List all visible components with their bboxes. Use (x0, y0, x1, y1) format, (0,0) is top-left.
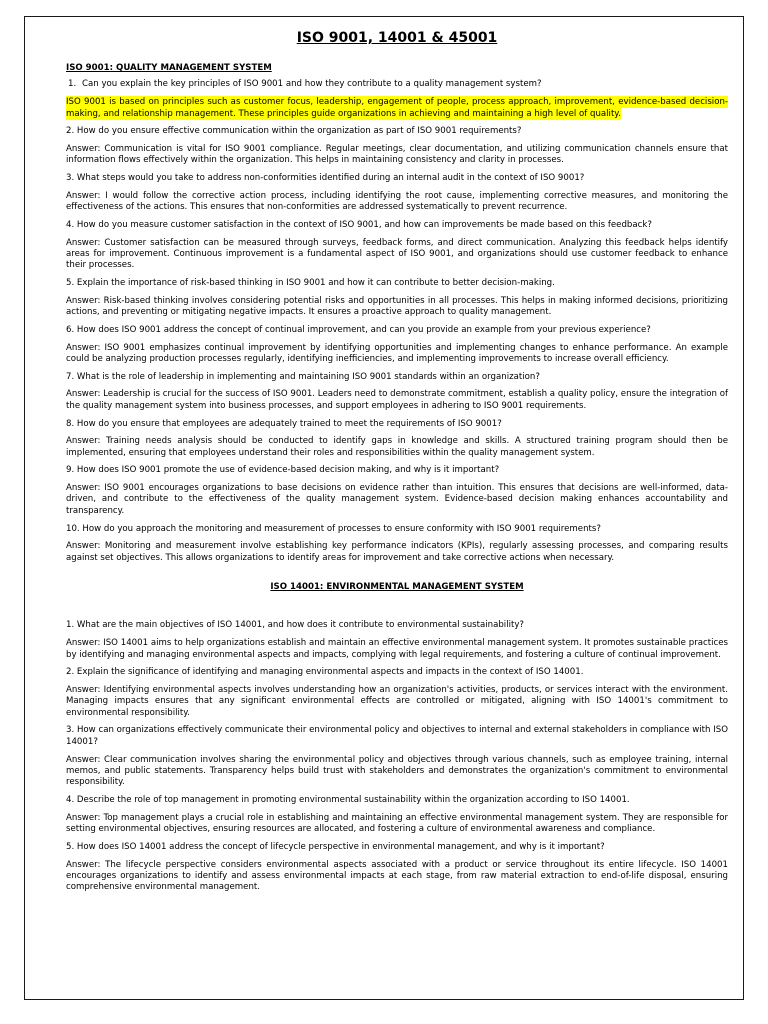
question: 1. What are the main objectives of ISO 14001, and how does it contribute to environmental sustainability? (66, 620, 524, 631)
answer: Answer: ISO 9001 emphasizes continual improvement by identifying opportunities and implementing changes to enhance performance. An example could be analyzing production processes regularly, identifying inefficiencies, and implementing improvements to increase overall efficiency. (66, 342, 728, 364)
document-title: ISO 9001, 14001 & 45001 (296, 30, 498, 46)
question-text: Can you explain the key principles of ISO 9001 and how they contribute to a quality management system? (82, 79, 542, 90)
highlighted-answer (66, 97, 728, 120)
question: 8. How do you ensure that employees are adequately trained to meet the requirements of ISO 9001? (66, 418, 502, 429)
highlighted-text: ISO 9001 is based on principles such as customer focus, leadership, engagement of people, process approach, improvement, evidence-based decision-making, and relationship management. These principles guide organizations in achieving and maintaining a high level of quality. (66, 97, 728, 119)
question: 3. What steps would you take to address non-conformities identified during an internal audit in the context of ISO 9001? (66, 173, 585, 184)
question: 7. What is the role of leadership in implementing and maintaining ISO 9001 standards within an organization? (66, 371, 540, 382)
answer: Answer: ISO 14001 aims to help organizations establish and maintain an effective environmental management system. It promotes sustainable practices by identifying and managing environmental aspects and impacts, complying with legal requirements, and fostering a culture of continual improvement. (66, 638, 728, 660)
answer: Answer: Identifying environmental aspects involves understanding how an organization's activities, products, or services interact with the environment. Managing impacts ensures that any significant environmental effects are controlled or mitigated, aligning with ISO 14001's commitment to environmental responsibility. (66, 684, 728, 718)
answer: Answer: Risk-based thinking involves considering potential risks and opportunities in all processes. This helps in making informed decisions, prioritizing actions, and preventing or mitigating negative impacts. It ensures a proactive approach to quality management. (66, 295, 728, 318)
question: 2. How do you ensure effective communication within the organization as part of ISO 9001 requirements? (66, 126, 522, 137)
question: 5. Explain the importance of risk-based thinking in ISO 9001 and how it can contribute to better decision-making. (66, 278, 555, 289)
question: 3. How can organizations effectively communicate their environmental policy and objectives to internal and external stakeholders in compliance with ISO 14001? (66, 725, 728, 747)
question: 4. How do you measure customer satisfaction in the context of ISO 9001, and how can improvements be made based on this feedback? (66, 219, 652, 230)
section-heading-iso-14001: ISO 14001: ENVIRONMENTAL MANAGEMENT SYSTEM (270, 582, 524, 593)
document-body (66, 29, 728, 900)
document-page (24, 16, 744, 1000)
question: 6. How does ISO 9001 address the concept of continual improvement, and can you provide an example from your previous experience? (66, 324, 651, 335)
question: 10. How do you approach the monitoring and measurement of processes to ensure conformity with ISO 9001 requirements? (66, 523, 601, 534)
answer: Answer: Clear communication involves sharing the environmental policy and objectives through various channels, such as employee training, internal memos, and public statements. Transparency helps build trust with stakeholders and demonstrates the organization's commitment to environmental responsibility. (66, 754, 728, 788)
answer: Answer: Training needs analysis should be conducted to identify gaps in knowledge and skills. A structured training program should then be implemented, ensuring that employees understand their roles and responsibilities within the quality management system. (66, 436, 728, 458)
answer: Answer: Leadership is crucial for the success of ISO 9001. Leaders need to demonstrate commitment, establish a quality policy, ensure the integration of the quality management system into business processes, and support employees in adhering to ISO 9001 requirements. (66, 389, 728, 411)
question: 5. How does ISO 14001 address the concept of lifecycle perspective in environmental management, and why is it important? (66, 841, 605, 852)
answer: Answer: Monitoring and measurement involve establishing key performance indicators (KPIs), regularly assessing processes, and comparing results against set objectives. This allows organizations to identify areas for improvement and take corrective actions when necessary. (66, 541, 728, 563)
answer: Answer: I would follow the corrective action process, including identifying the root cause, implementing corrective measures, and monitoring the effectiveness of the actions. This ensures that non-conformities are addressed systematically to prevent recurrence. (66, 190, 728, 213)
list-number: 1. (68, 79, 77, 90)
answer: Answer: ISO 9001 encourages organizations to base decisions on evidence rather than intuition. This ensures that decisions are well-informed, data-driven, and contribute to the effectiveness of the quality management system. Evidence-based decision making enhances accountability and transparency. (66, 483, 728, 516)
answer: Answer: The lifecycle perspective considers environmental aspects associated with a product or service throughout its entire lifecycle. ISO 14001 encourages organizations to identify and assess environmental impacts at each stage, from raw material extraction to end-of-life disposal, ensuring comprehensive environmental management. (66, 859, 728, 893)
question: 4. Describe the role of top management in promoting environmental sustainability within the organization according to ISO 14001. (66, 795, 630, 806)
question (66, 79, 728, 90)
answer: Answer: Communication is vital for ISO 9001 compliance. Regular meetings, clear documentation, and utilizing communication channels ensure that information flows effectively within the organization. This helps in maintaining consistency and clarity in processes. (66, 143, 728, 166)
answer: Answer: Customer satisfaction can be measured through surveys, feedback forms, and direct communication. Analyzing this feedback helps identify areas for improvement. Continuous improvement is a fundamental aspect of ISO 9001, and organizations should use customer feedback to enhance their processes. (66, 237, 728, 271)
answer: Answer: Top management plays a crucial role in establishing and maintaining an effective environmental management system. They are responsible for setting environmental objectives, ensuring resources are allocated, and fostering a culture of environmental awareness and compliance. (66, 812, 728, 835)
section-heading-iso-9001: ISO 9001: QUALITY MANAGEMENT SYSTEM (66, 63, 272, 73)
question: 2. Explain the significance of identifying and managing environmental aspects and impacts in the context of ISO 14001. (66, 667, 584, 678)
question: 9. How does ISO 9001 promote the use of evidence-based decision making, and why is it important? (66, 465, 500, 476)
